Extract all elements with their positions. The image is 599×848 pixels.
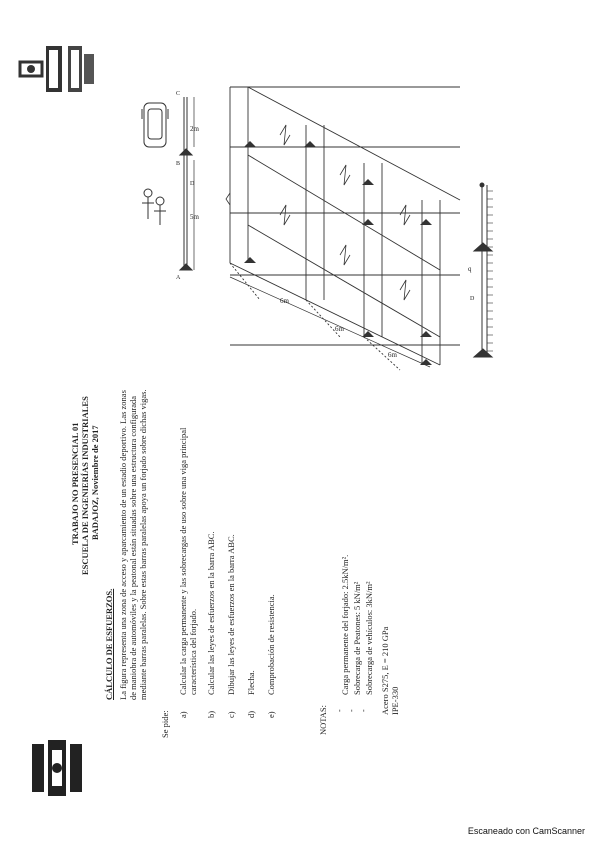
- item-a-label: a): [178, 711, 188, 718]
- item-a-line1: Calcular la carga permanente y las sobrecargas de uso sobre una viga principal: [178, 427, 188, 695]
- beam-load-q: q: [468, 265, 472, 273]
- point-b: B: [176, 161, 181, 167]
- material-profile: IPE-330: [390, 686, 400, 715]
- intro-line-1: La figura representa una zona de acceso y aparcamiento de un estadio deportivo. Las zonas: [118, 390, 128, 700]
- header-line3: BADAJOZ, Noviembre de 2017: [90, 425, 100, 540]
- isolated-beam: [474, 183, 493, 357]
- scanner-watermark: Escaneado con CamScanner: [467, 826, 585, 836]
- dim-6m-c: 6m: [388, 351, 397, 359]
- slab-grid: [230, 87, 460, 370]
- intro-line-3: mediante barras paralelas. Sobre estas barras paralelas apoya un forjado sobre dichas vigas.: [138, 389, 148, 700]
- nota-bullet-3: -: [359, 709, 368, 712]
- nota-3: Sobrecarga de vehículos: 3kN/m²: [364, 581, 374, 695]
- point-d: D: [190, 181, 195, 187]
- dim-5m: 5m: [190, 213, 199, 221]
- pedestrians-drawing: [142, 189, 166, 225]
- item-d-text: Flecha.: [246, 670, 256, 695]
- header-line1: TRABAJO NO PRESENCIAL 01: [70, 422, 80, 545]
- material-steel: Acero S275, E = 210 GPa: [380, 626, 390, 715]
- point-c: C: [176, 91, 181, 97]
- notas-title: NOTAS:: [318, 704, 328, 735]
- item-e-label: e): [266, 711, 276, 718]
- car-drawing: [142, 103, 168, 147]
- university-logo: [16, 40, 100, 98]
- dim-2m: 2m: [190, 125, 199, 133]
- header-line2: ESCUELA DE INGENIERÍAS INDUSTRIALES: [80, 396, 90, 575]
- item-b-label: b): [206, 710, 216, 718]
- nota-1: Carga permanente del forjado: 2.5kN/m².: [340, 554, 350, 695]
- nota-bullet-1: -: [335, 709, 344, 712]
- item-e-text: Comprobación de resistencia.: [266, 594, 276, 695]
- item-c-label: c): [226, 711, 236, 718]
- se-pide-label: Se pide:: [160, 710, 170, 738]
- item-a-line2: característica del forjado.: [188, 608, 198, 695]
- intro-line-2: de maniobra de automóviles y la peatonal están situadas sobre una estructura configurada: [128, 395, 138, 700]
- item-b-text: Calcular las leyes de esfuerzos en la barra ABC.: [206, 531, 216, 695]
- school-logo: [26, 736, 88, 800]
- item-d-label: d): [246, 710, 256, 718]
- point-d-beam: D: [470, 296, 475, 302]
- dim-6m-b: 6m: [335, 325, 344, 333]
- dim-6m-a: 6m: [280, 297, 289, 305]
- section-title: CÁLCULO DE ESFUERZOS.: [104, 588, 114, 700]
- nota-bullet-2: -: [347, 709, 356, 712]
- point-a: A: [176, 275, 181, 281]
- nota-2: Sobrecarga de Peatones: 5 kN/m²: [352, 581, 362, 695]
- structure-diagram: [130, 85, 510, 375]
- item-c-text: Dibujar las leyes de esfuerzos en la barra ABC.: [226, 534, 236, 695]
